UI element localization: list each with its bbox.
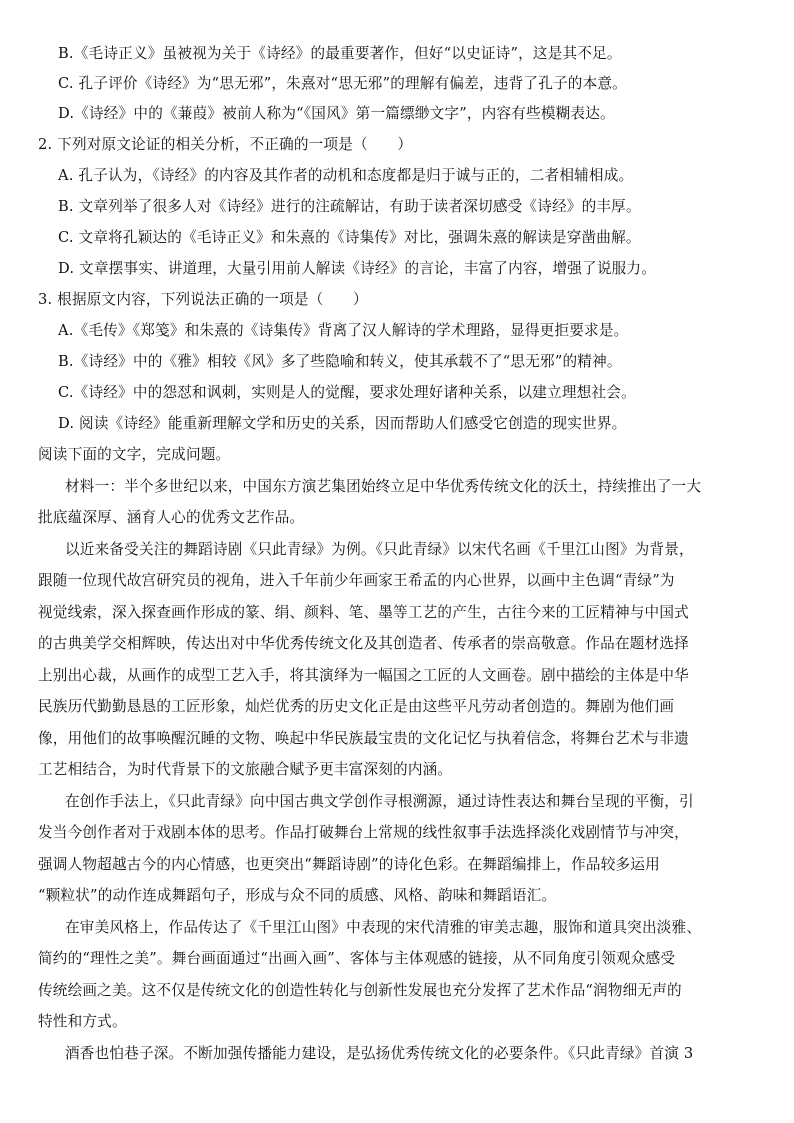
q2-option-c: C. 文章将孔颖达的《毛诗正义》和朱熹的《诗集传》对比，强调朱熹的解读是穿凿曲解。 (58, 229, 641, 246)
q2-option-d: D. 文章摆事实、讲道理，大量引用前人解读《诗经》的言论，丰富了内容，增强了说服力。 (58, 260, 657, 277)
passage-line: “颗粒状”的动作连成舞蹈句子，形成与众不同的质感、风格、韵味和舞蹈语汇。 (38, 887, 557, 904)
passage-line: 在创作手法上，《只此青绿》向中国古典文学创作寻根溯源，通过诗性表达和舞台呈现的平衡，引 (65, 793, 694, 810)
passage-line: 民族历代勤勤恳恳的工匠形象，灿烂优秀的历史文化正是由这些平凡劳动者创造的。舞剧为他们画 (38, 698, 675, 715)
q3-option-b: B.《诗经》中的《雅》相较《风》多了些隐喻和转义，使其承载不了“思无邪”的精神。 (58, 353, 622, 370)
passage-line: 传统绘画之美。这不仅是传统文化的创造性转化与创新性发展也充分发挥了艺术作品“润物细无声的 (38, 982, 682, 999)
passage-line: 特性和方式。 (38, 1013, 127, 1030)
q3-option-d: D. 阅读《诗经》能重新理解文学和历史的关系，因而帮助人们感受它创造的现实世界。 (58, 415, 627, 432)
passage-line: 工艺相结合，为时代背景下的文旅融合赋予更丰富深刻的内涵。 (38, 761, 453, 778)
section-intro: 阅读下面的文字，完成问题。 (38, 446, 231, 463)
passage-line: 简约的“理性之美”。舞台画面通过“出画入画”、客体与主体观感的链接，从不同角度引领观众感受 (38, 950, 676, 967)
q2-option-a: A. 孔子认为，《诗经》的内容及其作者的动机和态度都是归于诚与正的，二者相辅相成。 (58, 167, 634, 184)
q3-option-c: C.《诗经》中的怨怼和讽刺，实则是人的觉醒，要求处理好诸种关系，以建立理想社会。 (58, 384, 636, 401)
passage-line: 跟随一位现代故宫研究员的视角，进入千年前少年画家王希孟的内心世界，以画中主色调“青绿”为 (38, 572, 675, 589)
q1-option-c: C. 孔子评价《诗经》为“思无邪”，朱熹对“思无邪”的理解有偏差，违背了孔子的本意。 (58, 75, 627, 92)
q1-option-b: B.《毛诗正义》虽被视为关于《诗经》的最重要著作，但好“以史证诗”，这是其不足。 (58, 45, 622, 62)
q2-option-b: B. 文章列举了很多人对《诗经》进行的注疏解诂，有助于读者深切感受《诗经》的丰厚。 (58, 198, 641, 215)
passage-line: 的古典美学交相辉映，传达出对中华优秀传统文化及其创造者、传承者的崇高敬意。作品在题材选择 (38, 635, 689, 652)
passage-line: 材料一：半个多世纪以来，中国东方演艺集团始终立足中华优秀传统文化的沃土，持续推出了一大 (65, 478, 702, 495)
passage-line: 视觉线索，深入探查画作形成的篆、绢、颜料、笔、墨等工艺的产生，古往今来的工匠精神与中国式 (38, 604, 689, 621)
passage-line: 批底蕴深厚、涵育人心的优秀文艺作品。 (38, 509, 305, 526)
passage-line: 强调人物超越古今的内心情感，也更突出“舞蹈诗剧”的诗化色彩。在舞蹈编排上，作品较多运用 (38, 856, 660, 873)
passage-line: 酒香也怕巷子深。不断加强传播能力建设，是弘扬优秀传统文化的必要条件。《只此青绿》首演 3 (65, 1045, 694, 1062)
passage-line: 以近来备受关注的舞蹈诗剧《只此青绿》为例。《只此青绿》以宋代名画《千里江山图》为背景， (65, 541, 694, 558)
passage-line: 像，用他们的故事唤醒沉睡的文物、唤起中华民族最宝贵的文化记忆与执着信念，将舞台艺术与非遗 (38, 730, 689, 747)
passage-line: 在审美风格上，作品传达了《千里江山图》中表现的宋代清雅的审美志趣，服饰和道具突出淡雅、 (65, 919, 702, 936)
q3-option-a: A.《毛传》《郑笺》和朱熹的《诗集传》背离了汉人解诗的学术理路，显得更拒要求是。 (58, 322, 629, 339)
passage-line: 发当今创作者对于戏剧本体的思考。作品打破舞台上常规的线性叙事手法选择淡化戏剧情节与冲突， (38, 824, 689, 841)
q2-stem: 2. 下列对原文论证的相关分析，不正确的一项是（ ） (38, 136, 413, 153)
passage-line: 上别出心裁，从画作的成型工艺入手，将其演绎为一幅国之工匠的人文画卷。剧中描绘的主体是中华 (38, 667, 689, 684)
q3-stem: 3. 根据原文内容，下列说法正确的一项是（ ） (38, 291, 368, 308)
q1-option-d: D.《诗经》中的《蒹葭》被前人称为“《国风》第一篇缥缈文字”，内容有些模糊表达。 (58, 105, 615, 122)
